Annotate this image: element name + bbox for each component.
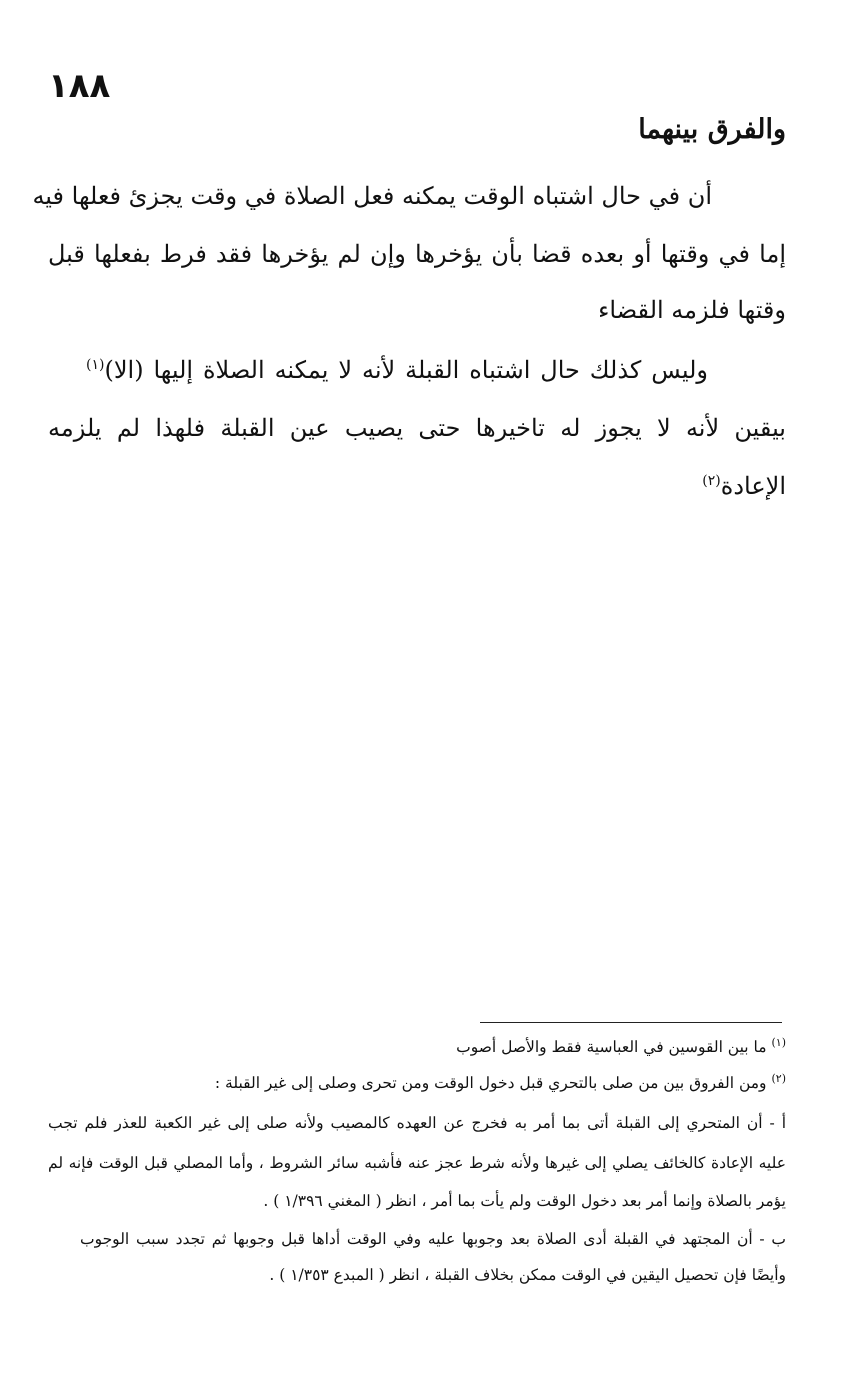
footnote-1 (456, 1035, 786, 1056)
paragraph-1-line-2: إما في وقتها أو بعده قضا بأن يؤخرها وإن لم يؤخرها فقد فرط بفعلها قبل (48, 240, 786, 268)
paragraph-2-line-3 (702, 472, 786, 500)
footnote-2-text: ومن الفروق بين من صلى بالتحري قبل دخول الوقت ومن تحرى وصلى إلى غير القبلة : (214, 1074, 767, 1092)
footnote-2-line-b1: ب - أن المجتهد في القبلة أدى الصلاة بعد وجوبها عليه وفي الوقت أداها قبل وجوبها ثم تجدد سبب الوجوب (80, 1230, 786, 1248)
footnote-1-text: ما بين القوسين في العباسية فقط والأصل أصوب (456, 1038, 767, 1056)
footnote-ref-2: (٢) (702, 473, 721, 489)
paragraph-1-line-3: وقتها فلزمه القضاء (598, 296, 786, 324)
footnote-2-line-a3: يؤمر بالصلاة وإنما أمر بعد دخول الوقت ولم يأت بما أمر ، انظر ( المغني ١/٣٩٦ ) . (263, 1192, 786, 1210)
footnote-2-line-a1: أ - أن المتحري إلى القبلة أتى بما أمر به فخرج عن العهده كالمصيب ولأنه صلى إلى غير الكعبة للعذر فلم تجب (48, 1114, 786, 1132)
footnote-ref-1: (١) (86, 357, 105, 373)
paragraph-2-line-2: بيقين لأنه لا يجوز له تاخيرها حتى يصيب عين القبلة فلهذا لم يلزمه (48, 414, 786, 442)
footnote-1-mark: (١) (771, 1035, 786, 1049)
footnote-2-line-b2: وأيضًا فإن تحصيل اليقين في الوقت ممكن بخلاف القبلة ، انظر ( المبدع ١/٣٥٣ ) . (269, 1266, 786, 1284)
section-heading: والفرق بينهما (638, 114, 786, 145)
paragraph-2-line-1-text: وليس كذلك حال اشتباه القبلة لأنه لا يمكنه الصلاة إليها (الا) (104, 356, 708, 384)
page-number: ١٨٨ (48, 66, 111, 106)
footnote-2-intro (214, 1071, 786, 1092)
footnote-2-mark: (٢) (771, 1071, 786, 1085)
paragraph-2-line-1 (86, 356, 708, 384)
paragraph-2-line-3-text: الإعادة (720, 472, 786, 500)
paragraph-1-line-1: أن في حال اشتباه الوقت يمكنه فعل الصلاة في وقت يجزئ فعلها فيه (32, 182, 712, 210)
footnote-2-line-a2: عليه الإعادة كالخائف يصلي إلى غيرها ولأنه شرط عجز عنه فأشبه سائر الشروط ، وأما المصلي قبل الوقت فإنه لم (48, 1154, 786, 1172)
footnote-separator (480, 1022, 782, 1023)
